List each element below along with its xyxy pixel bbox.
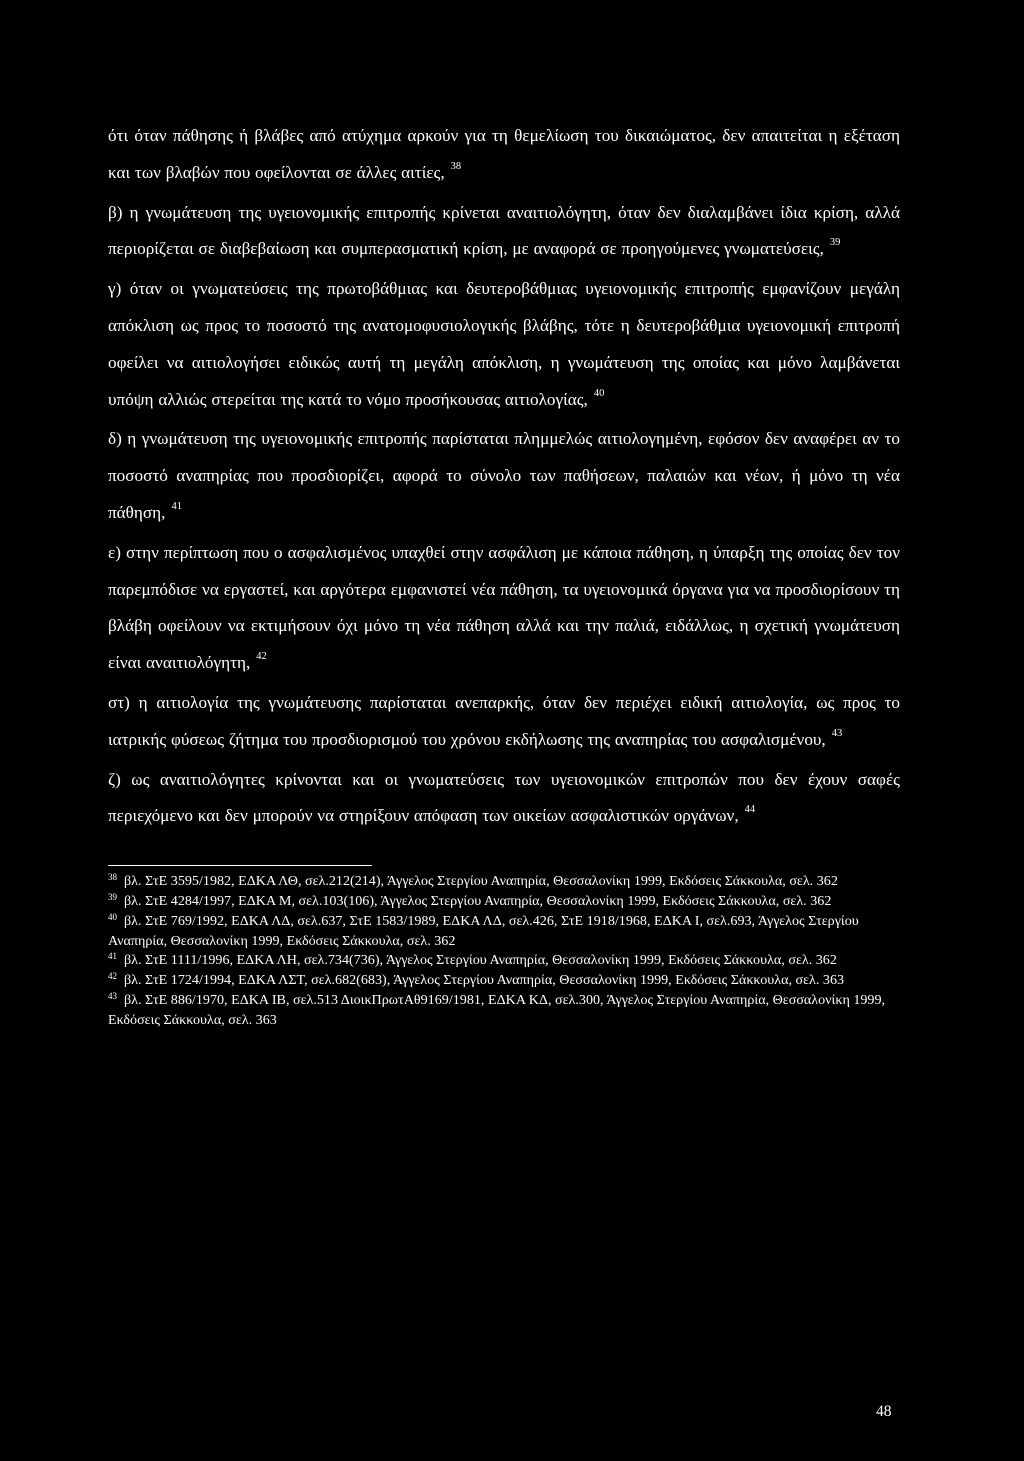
paragraph-3 (108, 271, 900, 418)
paragraph-1 (108, 118, 900, 192)
footnote-ref[interactable]: 43 (831, 727, 843, 739)
footnote-text: βλ. ΣτΕ 1111/1996, ΕΔΚΑ ΛΗ, σελ.734(736), Άγγελος Στεργίου Αναπηρία, Θεσσαλονίκη 1999, Εκδόσεις Σάκκουλα, σελ. 362 (124, 952, 837, 969)
body-text (108, 118, 900, 835)
footnote-40 (108, 912, 900, 952)
document-page (108, 118, 900, 1031)
paragraph-text: ζ) ως αναιτιολόγητες κρίνονται και οι γνωματεύσεις των υγειονομικών επιτροπών που δεν έχουν σαφές περιεχόμενο και δεν μπορούν να στηρίξουν απόφαση των οικείων ασφαλιστικών οργάνων, (108, 769, 900, 826)
paragraph-text: γ) όταν οι γνωματεύσεις της πρωτοβάθμιας και δευτεροβάθμιας υγειονομικής επιτροπής εμφανίζουν μεγάλη απόκλιση ως προς το ποσοστό της ανατομοφυσιολογικής βλάβης, τότε η δευτεροβάθμια υγειονομική επιτροπή οφείλει να αιτιολογήσει ειδικώς αυτή τη μεγάλη απόκλιση, η γνωμάτευση της οποίας και μόνο λαμβάνεται υπόψη αλλιώς στερείται της κατά το νόμο προσήκουσας αιτιολογίας, (108, 279, 900, 409)
footnote-text: βλ. ΣτΕ 886/1970, ΕΔΚΑ ΙΒ, σελ.513 ΔιοικΠρωτΑθ9169/1981, ΕΔΚΑ ΚΔ, σελ.300, Άγγελος Στεργίου Αναπηρία, Θεσσαλονίκη 1999, Εκδόσεις Σάκκουλα, σελ. 363 (108, 991, 886, 1028)
paragraph-6 (108, 685, 900, 759)
footnote-38 (108, 872, 900, 892)
paragraph-text: στ) η αιτιολογία της γνωμάτευσης παρίσταται ανεπαρκής, όταν δεν περιέχει ειδική αιτιολογία, ως προς το ιατρικής φύσεως ζήτημα του προσδιορισμού του χρόνου εκδήλωσης της αναπηρίας του ασφαλισμένου, (108, 692, 900, 749)
footnote-number: 41 (108, 951, 117, 962)
footnote-43 (108, 991, 900, 1031)
footnote-ref[interactable]: 44 (744, 804, 756, 816)
footnote-number: 40 (108, 911, 117, 922)
footnote-number: 38 (108, 872, 117, 883)
footnote-text: βλ. ΣτΕ 3595/1982, ΕΔΚΑ ΛΘ, σελ.212(214), Άγγελος Στεργίου Αναπηρία, Θεσσαλονίκη 1999, Εκδόσεις Σάκκουλα, σελ. 362 (124, 873, 838, 890)
footnotes (108, 872, 900, 1030)
footnote-ref[interactable]: 39 (829, 237, 841, 249)
footnote-text: βλ. ΣτΕ 769/1992, ΕΔΚΑ ΛΔ, σελ.637, ΣτΕ 1583/1989, ΕΔΚΑ ΛΔ, σελ.426, ΣτΕ 1918/1968, ΕΔΚΑ Ι, σελ.693, Άγγελος Στεργίου Αναπηρία, Θεσσαλονίκη 1999, Εκδόσεις Σάκκουλα, σελ. 362 (108, 912, 859, 949)
footnote-divider (108, 865, 372, 866)
footnote-text: βλ. ΣτΕ 1724/1994, ΕΔΚΑ ΛΣΤ, σελ.682(683), Άγγελος Στεργίου Αναπηρία, Θεσσαλονίκη 1999, Εκδόσεις Σάκκουλα, σελ. 363 (124, 972, 845, 989)
paragraph-text: β) η γνωμάτευση της υγειονομικής επιτροπής κρίνεται αναιτιολόγητη, όταν δεν διαλαμβάνει ίδια κρίση, αλλά περιορίζεται σε διαβεβαίωση και συμπερασματική κρίση, με αναφορά σε προηγούμενες γνωματεύσεις, (108, 202, 900, 259)
paragraph-7 (108, 762, 900, 836)
footnote-number: 39 (108, 891, 117, 902)
footnote-ref[interactable]: 42 (256, 651, 267, 663)
footnote-number: 43 (108, 990, 117, 1001)
footnote-number: 42 (108, 971, 117, 982)
footnote-ref[interactable]: 40 (593, 387, 605, 399)
paragraph-4 (108, 421, 900, 531)
paragraph-text: δ) η γνωμάτευση της υγειονομικής επιτροπής παρίσταται πλημμελώς αιτιολογημένη, εφόσον δεν αναφέρει αν το ποσοστό αναπηρίας που προσδιορίζει, αφορά το σύνολο των παθήσεων, παλαιών και νέων, ή μόνο τη νέα πάθηση, (108, 429, 900, 522)
paragraph-5 (108, 535, 900, 682)
paragraph-2 (108, 195, 900, 269)
footnote-ref[interactable]: 38 (450, 160, 462, 172)
footnote-text: βλ. ΣτΕ 4284/1997, ΕΔΚΑ Μ, σελ.103(106), Άγγελος Στεργίου Αναπηρία, Θεσσαλονίκη 1999, Εκδόσεις Σάκκουλα, σελ. 362 (124, 892, 832, 909)
paragraph-text: ότι όταν πάθησης ή βλάβες από ατύχημα αρκούν για τη θεμελίωση του δικαιώματος, δεν απαιτείται η εξέταση και των βλαβών που οφείλονται σε άλλες αιτίες, (108, 126, 900, 182)
footnote-ref[interactable]: 41 (171, 500, 182, 512)
footnote-41 (108, 951, 900, 971)
paragraph-text: ε) στην περίπτωση που ο ασφαλισμένος υπαχθεί στην ασφάλιση με κάποια πάθηση, η ύπαρξη της οποίας δεν τον παρεμπόδισε να εργαστεί, και αργότερα εμφανιστεί νέα πάθηση, τα υγειονομικά όργανα για να προσδιορίσουν τη βλάβη οφείλουν να εκτιμήσουν όχι μόνο τη νέα πάθηση αλλά και την παλιά, ειδάλλως, η σχετική γνωμάτευση είναι αναιτιολόγητη, (108, 542, 900, 673)
page-number: 48 (876, 1403, 892, 1420)
footnote-42 (108, 971, 900, 991)
footnote-39 (108, 892, 900, 912)
